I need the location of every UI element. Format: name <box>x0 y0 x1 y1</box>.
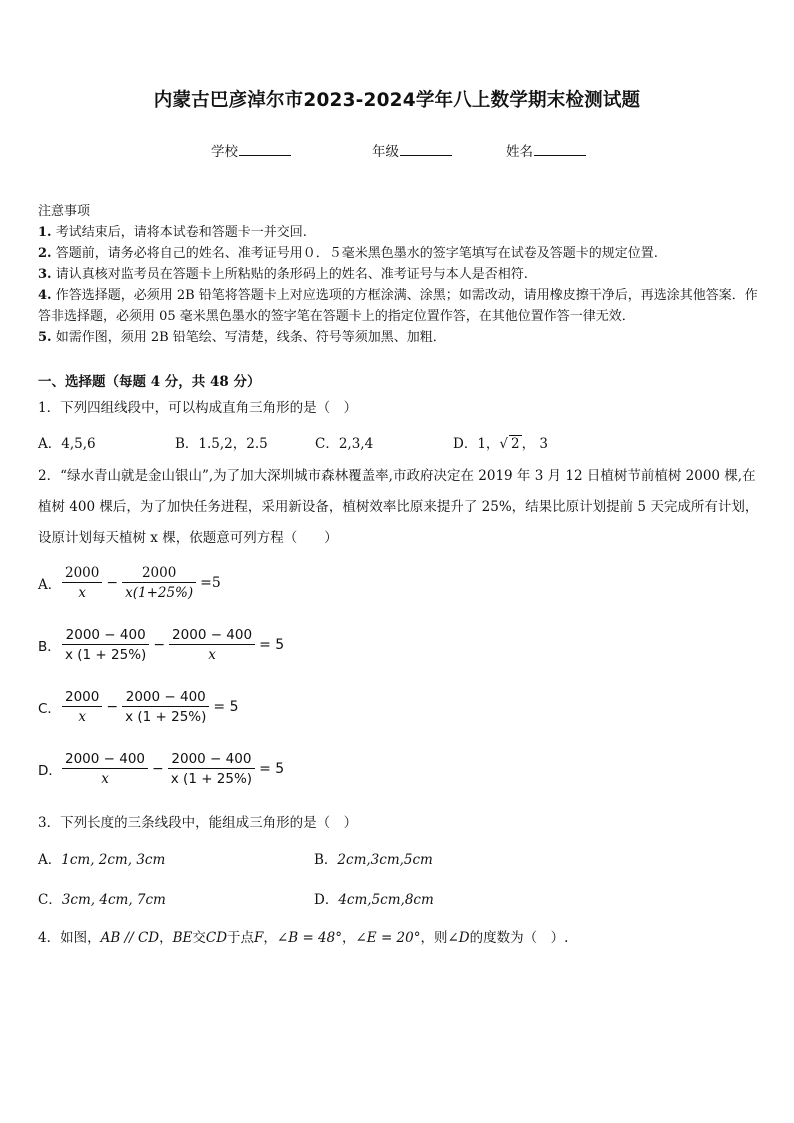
grade-blank <box>400 143 452 156</box>
fraction: $\frac{2000 - 400}{x}$ <box>62 751 148 787</box>
grade-field <box>372 140 452 160</box>
notice-item: 1. 考试结束后，请将本试卷和答题卡一并交回. <box>38 225 307 240</box>
name-blank <box>534 143 586 156</box>
fraction: $\frac{2000}{x}$ <box>62 565 102 601</box>
notice-item: 5. 如需作图，须用 2B 铅笔绘、写清楚，线条、符号等须加黑、加粗． <box>38 330 446 345</box>
grade-label: 年级 <box>372 144 399 160</box>
exam-title: 内蒙古巴彦淖尔市2023-2024学年八上数学期末检测试题 <box>153 90 641 111</box>
q3-option-a: A．1cm, 2cm, 3cm <box>38 852 166 868</box>
fraction: $\frac{2000 - 400}{x (1 + 25\%)}$ <box>62 627 149 663</box>
q2-option-c: C． $\frac{2000}{x}$ − $\frac{2000 - 400}{x (1 + 25\%)}$ = 5 <box>38 689 239 725</box>
notice-heading: 注意事项 <box>38 204 91 219</box>
q4-stem: 4．如图，AB // CD，BE交CD于点F，∠B = 48°，∠E = 20°，则∠D的度数为（ ）. <box>38 930 569 946</box>
q2-option-a: A． $\frac{2000}{x}$ − $\frac{2000}{x(1+25\%)}$ =5 <box>38 565 221 601</box>
q3-option-b: B．2cm,3cm,5cm <box>314 852 433 868</box>
notice-block <box>38 201 760 348</box>
school-field <box>211 140 291 160</box>
q1-option-a: A．4,5,6 <box>38 436 96 452</box>
notice-item: 4. 作答选择题，必须用 2B 铅笔将答题卡上对应选项的方框涂满、涂黑；如需改动，请用橡皮擦干净后，再选涂其他答案．作答非选择题，必须用 05 毫米黑色墨水的签字笔在答题卡上的指定位置作答，在其他位置作答一律无效． <box>38 288 758 324</box>
school-label: 学校 <box>211 144 238 160</box>
q1-option-c: C．2,3,4 <box>315 436 374 452</box>
fraction: $\frac{2000 - 400}{x (1 + 25\%)}$ <box>122 689 209 725</box>
fraction: $\frac{2000}{x(1+25\%)}$ <box>122 565 196 601</box>
school-blank <box>239 143 291 156</box>
q3-option-c: C．3cm, 4cm, 7cm <box>38 892 166 908</box>
name-label: 姓名 <box>506 144 533 160</box>
q1-stem: 1．下列四组线段中，可以构成直角三角形的是（ ） <box>38 400 358 416</box>
sqrt-icon: √ <box>499 436 509 452</box>
q3-option-d: D．4cm,5cm,8cm <box>314 892 434 908</box>
name-field <box>506 140 586 160</box>
q2-stem: 2．“绿水青山就是金山银山”,为了加大深圳城市森林覆盖率,市政府决定在 2019 年 3 月 12 日植树节前植树 2000 棵,在植树 400 棵后，为了加快任务进程，采用新设备，植树效率比原来提升了 25%，结果比原计划提前 5 天完成所有计划，设原计划每天植树 x 棵，依题意可列方程（ ） <box>38 468 759 546</box>
section-heading: 一、选择题（每题 4 分，共 48 分） <box>38 374 261 390</box>
fraction: $\frac{2000}{x}$ <box>62 689 102 725</box>
fraction: $\frac{2000 - 400}{x (1 + 25\%)}$ <box>168 751 255 787</box>
q1-option-b: B．1.5,2，2.5 <box>175 436 268 452</box>
notice-item: 3. 请认真核对监考员在答题卡上所粘贴的条形码上的姓名、准考证号与本人是否相符. <box>38 267 528 282</box>
q3-stem: 3．下列长度的三条线段中，能组成三角形的是（ ） <box>38 815 358 831</box>
q2-option-d: D． $\frac{2000 - 400}{x}$ − $\frac{2000 - 400}{x (1 + 25\%)}$ = 5 <box>38 751 285 787</box>
q2-option-b: B． $\frac{2000 - 400}{x (1 + 25\%)}$ − $\frac{2000 - 400}{x}$ = 5 <box>38 627 285 663</box>
notice-item: 2. 答题前，请务必将自己的姓名、准考证号用０．５毫米黑色墨水的签字笔填写在试卷及答题卡的规定位置. <box>38 246 658 261</box>
fraction: $\frac{2000 - 400}{x}$ <box>169 627 255 663</box>
radicand: 2 <box>511 436 520 452</box>
q1-option-d: D．1，√ 2 ， 3 <box>453 436 549 452</box>
